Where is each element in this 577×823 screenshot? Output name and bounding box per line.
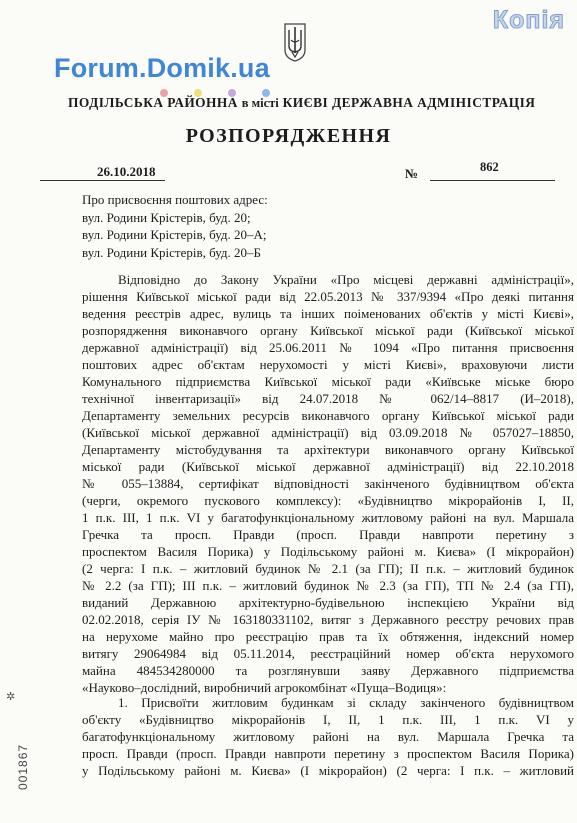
order-line: у Подільському районі м. Києва» (І мікрорайон) (2 черга: І п.к. – житловий	[82, 763, 574, 778]
order-line: просп. Правди (просп. Правди навпроти перетину з проспектом Василя Порика)	[82, 746, 574, 761]
subject-line: вул. Родини Крістерів, буд. 20–Б	[82, 244, 262, 260]
body-line: міської ради (Київської міської державної адміністрації) від 22.10.2018	[82, 459, 574, 474]
body-line: 1 п.к. ІІІ, 1 п.к. VІ у багатофункціональному житловому районі на вул. Маршала	[82, 510, 574, 525]
document-number: 862	[480, 160, 499, 174]
body-line: (черги, окремого пускового комплексу): «Будівництво мікрорайонів І, ІІ,	[82, 493, 574, 508]
preamble-paragraph	[82, 271, 574, 696]
copy-stamp: Копія	[492, 6, 565, 34]
date-field	[40, 164, 165, 181]
body-line: № 055–13884, сертифікат відповідності закінченого будівництвом об'єкта	[82, 476, 574, 491]
body-line: рішення Київської міської ради від 22.05.2013 № 337/9394 «Про деякі питання	[82, 289, 574, 304]
trident-icon	[282, 22, 308, 62]
number-field	[430, 160, 555, 181]
admin-part-3: КИЄВІ ДЕРЖАВНА АДМІНІСТРАЦІЯ	[282, 95, 536, 110]
subject-line: вул. Родини Крістерів, буд. 20;	[82, 209, 251, 225]
order-item-1	[82, 694, 574, 779]
body-line: державної адміністрації) від 25.06.2011 № 1094 «Про питання присвоєння	[82, 340, 574, 355]
document-subject	[82, 191, 268, 261]
watermark-logo: Forum.Domik.ua	[54, 53, 270, 83]
admin-part-1: ПОДІЛЬСЬКА РАЙОННА	[68, 95, 238, 110]
order-line: багатофункціональному житловому районі на вул. Маршала Гречка та	[82, 729, 574, 744]
number-sign: №	[405, 166, 419, 181]
side-mark-icon: ✲	[6, 691, 16, 703]
body-line: виданий Державною архітектурно-будівельною інспекцією України від	[82, 595, 574, 610]
body-line: (Київської міської державної адміністрації) від 03.09.2018 № 057027–18850,	[82, 425, 574, 440]
document-date: 26.10.2018	[97, 164, 156, 179]
body-line: «Науково–дослідний, виробничий агрокомбінат «Пуща–Водиця»:	[82, 680, 447, 695]
body-line: розпорядження виконавчого органу Київської міської ради (Київської міської	[82, 323, 574, 338]
subject-line: вул. Родини Крістерів, буд. 20–А;	[82, 227, 267, 242]
administration-name	[68, 95, 568, 111]
subject-line: Про присвоєння поштових адрес:	[82, 192, 268, 207]
body-line: проспектом Василя Порика) у Подільському районі м. Києва» (І мікрорайон)	[82, 544, 574, 559]
order-line: об'єкту «Будівництво мікрорайонів І, ІІ, 1 п.к. ІІІ, 1 п.к. VІ у	[82, 712, 574, 727]
document-title: РОЗПОРЯДЖЕННЯ	[185, 125, 392, 147]
body-line: витягу 29064984 від 05.11.2014, реєстраційний номер об'єкта нерухомого	[82, 646, 574, 661]
body-line: технічної інвентаризації» від 24.07.2018 № 062/14–8817 (И–2018),	[82, 391, 574, 406]
admin-part-2: в місті	[241, 96, 279, 110]
side-document-code: 001867	[16, 743, 30, 790]
order-line: 1. Присвоїти житловим будинкам зі складу закінченого будівництвом	[118, 695, 574, 710]
body-line: (2 черга: І п.к. – житловий будинок № 2.1 (за ГП); ІІ п.к. – житловий будинок	[82, 561, 574, 576]
body-line: на нерухоме майно про реєстрацію прав та їх обтяження, індексний номер	[82, 629, 574, 644]
body-line: ведення реєстрів адрес, вулиць та інших поіменованих об'єктів у місті Києві»,	[82, 306, 574, 321]
body-line: Гречка та просп. Правди (просп. Правди навпроти перетину з	[82, 527, 574, 542]
body-line: Відповідно до Закону України «Про місцеві державні адміністрації»,	[118, 272, 574, 287]
body-line: № 2.2 (за ГП); ІІІ п.к. – житловий будинок № 2.3 (за ГП), ТП № 2.4 (за ГП),	[82, 578, 574, 593]
body-line: поштових адрес об'єктам нерухомості у місті Києві», враховуючи листи	[82, 357, 574, 372]
body-line: Комунального підприємства Київської міської ради «Київське міське бюро	[82, 374, 574, 389]
body-line: Департаменту земельних ресурсів виконавчого органу Київської міської ради	[82, 408, 574, 423]
body-line: 02.02.2018, серія ІУ № 163180331102, витяг з Державного реєстру речових прав	[82, 612, 574, 627]
body-line: майна 484534280000 та розглянувши заяву Державного підприємства	[82, 663, 574, 678]
body-line: Департаменту містобудування та архітектури виконавчого органу Київської	[82, 442, 574, 457]
